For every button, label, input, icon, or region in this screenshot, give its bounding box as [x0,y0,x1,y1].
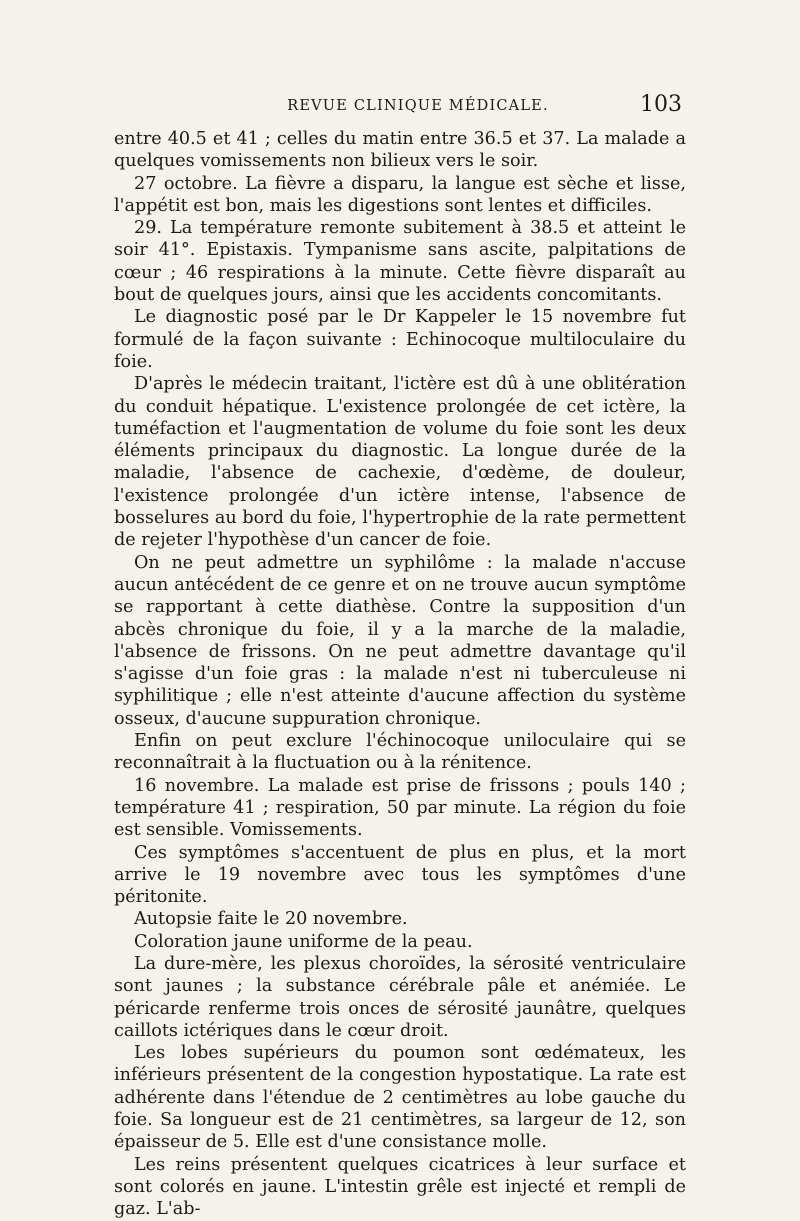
paragraph-autopsie: Autopsie faite le 20 novembre. [134,909,408,930]
paragraph-diagnostic: Le diagnostic posé par le Dr Kappeler le 15 novembre fut formulé de la façon suivante : Echinocoque multiloculaire du foie. [114,307,686,372]
paragraph-reins: Les reins présentent quelques cicatrices à leur surface et sont colorés en jaune. L'intestin grêle est injecté et rempli de gaz. L'ab- [114,1154,686,1220]
paragraph-mort: Ces symptômes s'accentuent de plus en plus, et la mort arrive le 19 novembre avec tous les symptômes d'une péritonite. [114,842,686,908]
paragraph-poumon: Les lobes supérieurs du poumon sont œdémateux, les inférieurs présentent de la congestion hypostatique. La rate est adhérente dans l'étendue de 2 centimètres au lobe gauche du foie. Sa longueur est de 21 centimètres, sa largeur de 12, son épaisseur de 5. Elle est d'une consistance molle. [114,1043,686,1153]
page-number: 103 [640,92,682,117]
paragraph-syphilome: On ne peut admettre un syphilôme : la malade n'accuse aucun antécédent de ce genre et on ne trouve aucun symptôme se rapportant à cette diathèse. Contre la supposition d'un abcès chronique du foie, il y a la marche de la maladie, l'absence de frissons. On ne peut admettre davantage qu'il s'agisse d'un foie gras : la malade n'est ni tuberculeuse ni syphilitique ; elle n'est atteinte d'aucune affection du système osseux, d'aucune suppuration chronique. [114,552,686,729]
paragraph-ictere: D'après le médecin traitant, l'ictère est dû à une oblitération du conduit hépatique. L'existence prolongée de cet ictère, la tuméfaction et l'augmentation de volume du foie sont les deux éléments principaux du diagnostic. La longue durée de la maladie, l'absence de cachexie, d'œdème, de douleur, l'existence prolongée d'un ictère intense, l'absence de bosselures au bord du foie, l'hypertrophie de la rate permettent de rejeter l'hypothèse d'un cancer de foie. [114,374,686,551]
body-text [114,128,686,1221]
paragraph-29: 29. La température remonte subitement à 38.5 et atteint le soir 41°. Epistaxis. Tympanisme sans ascite, palpitations de cœur ; 46 respirations à la minute. Cette fièvre disparaît au bout de quelques jours, ainsi que les accidents concomitants. [114,218,686,306]
paragraph-27-octobre: 27 octobre. La fièvre a disparu, la langue est sèche et lisse, l'appétit est bon, mais les digestions sont lentes et difficiles. [114,173,686,216]
paragraph-16-novembre: 16 novembre. La malade est prise de frissons ; pouls 140 ; température 41 ; respiration, 50 par minute. La région du foie est sensible. Vomissements. [114,775,686,841]
paragraph-continuation: entre 40.5 et 41 ; celles du matin entre 36.5 et 37. La malade a quelques vomissements non bilieux vers le soir. [114,129,686,172]
paragraph-echinocoque-uniloculaire: Enfin on peut exclure l'échinocoque uniloculaire qui se reconnaîtrait à la fluctuation ou à la rénitence. [114,731,686,774]
page-header [114,92,682,120]
paragraph-coloration: Coloration jaune uniforme de la peau. [134,931,473,952]
running-title: REVUE CLINIQUE MÉDICALE. [287,98,549,114]
paragraph-dure-mere: La dure-mère, les plexus choroïdes, la sérosité ventriculaire sont jaunes ; la substance cérébrale pâle et anémiée. Le péricarde renferme trois onces de sérosité jaunâtre, quelques caillots ictériques dans le cœur droit. [114,953,686,1041]
